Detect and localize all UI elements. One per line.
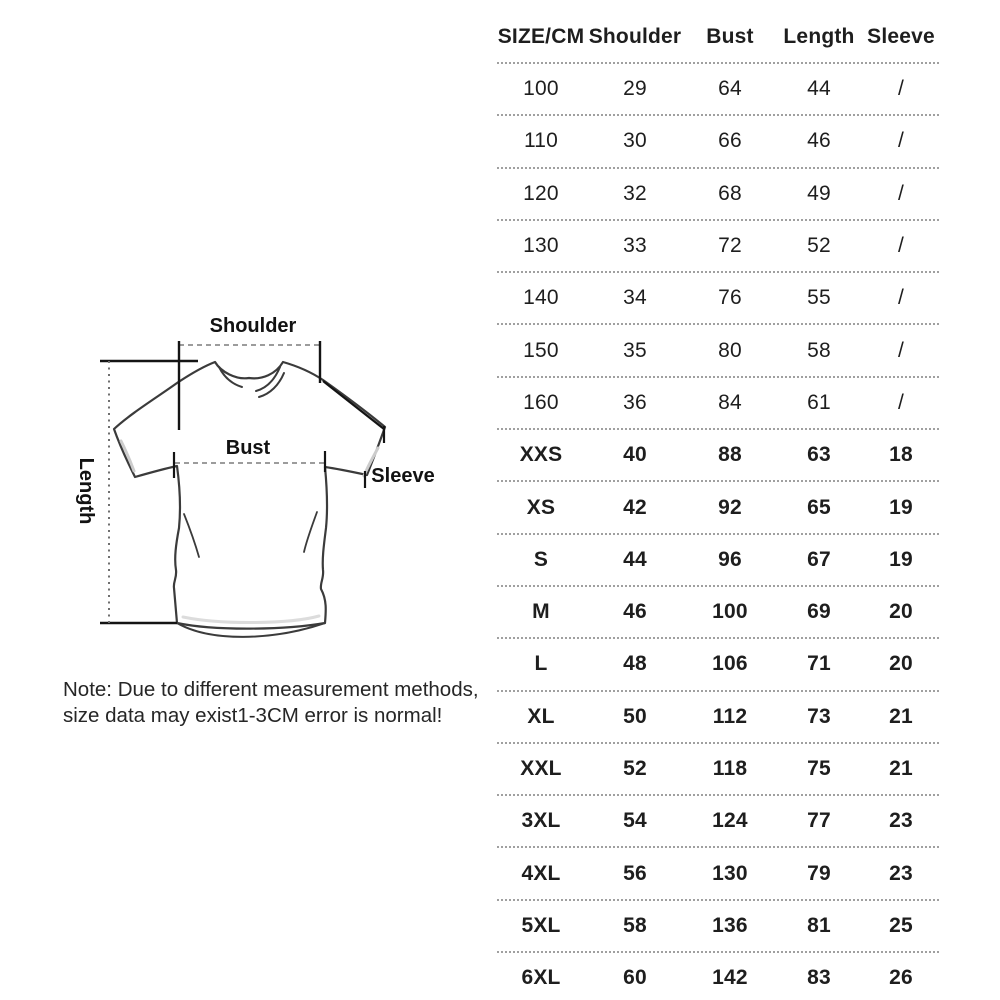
table-cell-shoulder: 32 (623, 181, 647, 205)
table-cell-shoulder: 56 (623, 861, 647, 885)
table-cell-bust: 136 (712, 913, 748, 937)
table-cell-length: 52 (807, 234, 831, 258)
table-cell-sleeve: 21 (889, 704, 913, 728)
table-cell-sleeve: / (897, 234, 905, 258)
table-cell-bust: 96 (718, 547, 742, 571)
note-line-1: Note: Due to different measurement methods, (63, 678, 479, 701)
table-row (497, 64, 939, 116)
table-cell-shoulder: 36 (623, 390, 647, 414)
table-cell-length: 77 (807, 809, 831, 833)
table-cell-shoulder: 34 (623, 286, 647, 310)
table-cell-size: 4XL (521, 861, 561, 885)
table-row (497, 116, 939, 168)
table-cell-shoulder: 42 (623, 495, 647, 519)
table-cell-sleeve: / (897, 129, 905, 153)
table-cell-size: S (533, 547, 549, 571)
table-cell-shoulder: 33 (623, 234, 647, 258)
table-row (497, 953, 939, 1000)
table-cell-shoulder: 35 (623, 338, 647, 362)
table-cell-length: 73 (807, 704, 831, 728)
table-cell-bust: 100 (712, 600, 748, 624)
table-cell-size: 160 (523, 390, 559, 414)
table-cell-sleeve: 23 (889, 809, 913, 833)
table-cell-size: 3XL (521, 809, 561, 833)
table-row (497, 901, 939, 953)
table-cell-length: 63 (807, 443, 831, 467)
table-cell-bust: 112 (712, 704, 748, 728)
table-cell-sleeve: 21 (889, 757, 913, 780)
table-cell-sleeve: / (897, 77, 905, 101)
table-cell-length: 44 (807, 77, 831, 101)
table-cell-sleeve: / (897, 338, 905, 362)
table-cell-size: L (534, 652, 548, 676)
table-cell-shoulder: 40 (623, 443, 647, 467)
table-cell-shoulder: 48 (623, 652, 647, 676)
diagram-label-sleeve: Sleeve (371, 465, 435, 487)
table-row (497, 639, 939, 691)
table-cell-sleeve: 25 (889, 913, 913, 937)
table-row (497, 796, 939, 848)
table-row (497, 169, 939, 221)
table-cell-length: 81 (807, 913, 831, 937)
table-cell-size: 120 (523, 181, 559, 205)
table-cell-size: M (532, 600, 550, 624)
table-row (497, 744, 939, 796)
column-header-bust: Bust (706, 25, 754, 48)
table-cell-sleeve: / (897, 286, 905, 310)
size-table (497, 12, 939, 1000)
table-cell-length: 67 (807, 547, 831, 571)
table-cell-length: 46 (807, 129, 831, 153)
table-cell-length: 71 (807, 652, 831, 676)
size-table-body (497, 64, 939, 1000)
table-cell-size: 6XL (521, 966, 561, 990)
table-cell-size: XXS (519, 443, 563, 467)
table-cell-size: XXL (520, 757, 562, 780)
table-cell-sleeve: 20 (889, 652, 913, 676)
table-row (497, 325, 939, 377)
table-row (497, 221, 939, 273)
table-cell-shoulder: 46 (623, 600, 647, 624)
table-cell-shoulder: 54 (623, 809, 647, 833)
table-cell-bust: 66 (718, 129, 742, 153)
table-cell-shoulder: 60 (623, 966, 647, 990)
column-header-shoulder: Shoulder (588, 25, 682, 48)
table-cell-bust: 130 (712, 861, 748, 885)
table-cell-bust: 84 (718, 390, 742, 414)
table-row (497, 482, 939, 534)
table-cell-bust: 68 (718, 181, 742, 205)
diagram-label-length: Length (75, 457, 97, 525)
table-cell-sleeve: / (897, 181, 905, 205)
table-cell-shoulder: 50 (623, 704, 647, 728)
table-cell-bust: 118 (712, 757, 748, 780)
table-cell-sleeve: 26 (889, 966, 913, 990)
table-cell-length: 83 (807, 966, 831, 990)
table-cell-length: 75 (807, 757, 831, 780)
diagram-label-bust: Bust (225, 437, 271, 459)
table-cell-bust: 88 (718, 443, 742, 467)
table-cell-length: 58 (807, 338, 831, 362)
table-cell-length: 65 (807, 495, 831, 519)
table-cell-length: 55 (807, 286, 831, 310)
diagram-label-shoulder: Shoulder (209, 315, 297, 337)
tshirt-outline (114, 362, 385, 629)
table-cell-size: XL (527, 704, 555, 728)
table-row (497, 430, 939, 482)
table-cell-bust: 92 (718, 495, 742, 519)
table-cell-sleeve: 20 (889, 600, 913, 624)
table-cell-shoulder: 58 (623, 913, 647, 937)
table-cell-shoulder: 52 (623, 757, 647, 780)
table-row (497, 378, 939, 430)
table-cell-shoulder: 30 (623, 129, 647, 153)
table-cell-bust: 76 (718, 286, 742, 310)
table-row (497, 587, 939, 639)
table-cell-length: 61 (807, 390, 831, 414)
table-cell-bust: 106 (712, 652, 748, 676)
table-cell-sleeve: / (897, 390, 905, 414)
note-line-2: size data may exist1-3CM error is normal! (63, 704, 443, 727)
table-cell-length: 49 (807, 181, 831, 205)
table-row (497, 535, 939, 587)
table-cell-sleeve: 18 (889, 443, 913, 467)
table-cell-sleeve: 19 (889, 495, 913, 519)
table-cell-bust: 124 (712, 809, 748, 833)
column-header-size: SIZE/CM (497, 25, 585, 48)
table-cell-shoulder: 29 (623, 77, 647, 101)
table-cell-size: XS (526, 495, 556, 519)
table-cell-length: 69 (807, 600, 831, 624)
table-cell-bust: 142 (712, 966, 748, 990)
table-cell-bust: 64 (718, 77, 742, 101)
measurement-note (63, 677, 483, 729)
table-cell-size: 100 (523, 77, 559, 101)
table-header-row (497, 12, 939, 64)
table-row (497, 848, 939, 900)
table-row (497, 273, 939, 325)
column-header-sleeve: Sleeve (867, 25, 935, 48)
table-cell-size: 140 (523, 286, 559, 310)
table-cell-size: 150 (523, 338, 559, 362)
table-cell-sleeve: 23 (889, 861, 913, 885)
table-cell-bust: 80 (718, 338, 742, 362)
table-cell-size: 130 (523, 234, 559, 258)
table-cell-sleeve: 19 (889, 547, 913, 571)
table-row (497, 692, 939, 744)
table-cell-shoulder: 44 (623, 547, 647, 571)
table-cell-length: 79 (807, 861, 831, 885)
table-cell-bust: 72 (718, 234, 742, 258)
table-cell-size: 5XL (521, 913, 561, 937)
table-cell-size: 110 (523, 129, 559, 153)
column-header-length: Length (783, 25, 855, 48)
